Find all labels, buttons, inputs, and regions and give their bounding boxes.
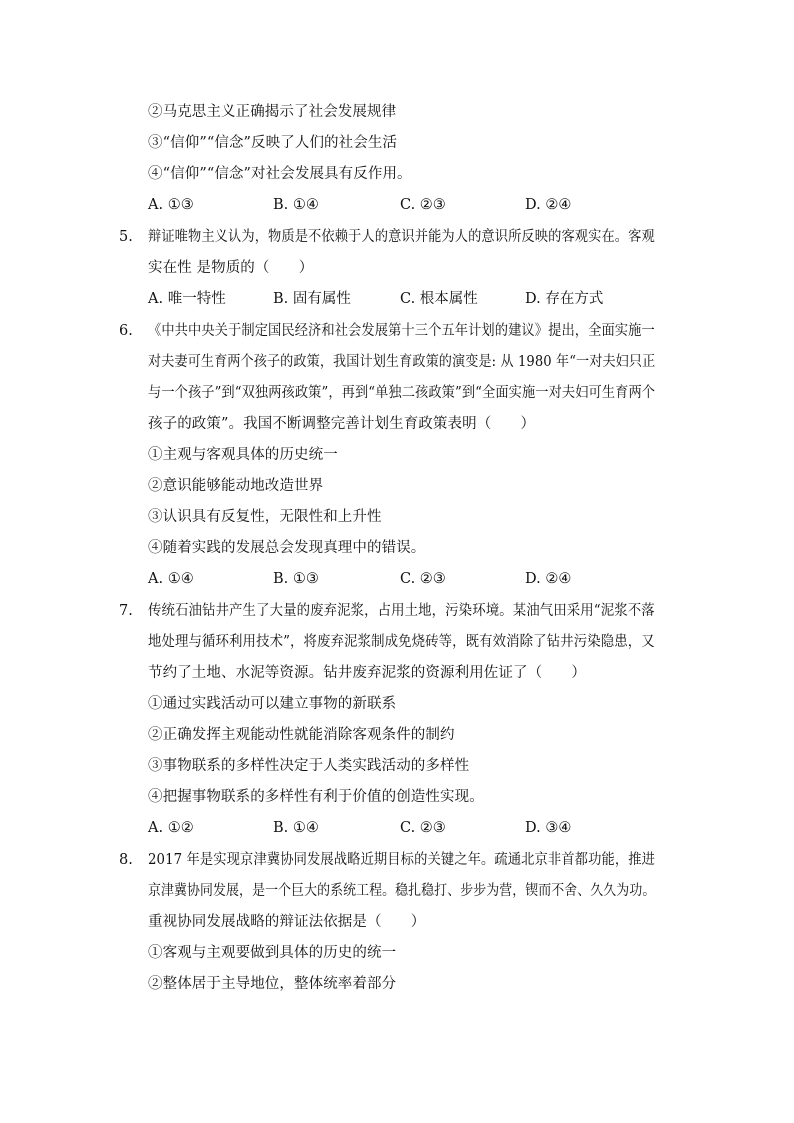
q6-choice-d: D. ②④ [525,571,572,587]
q7-statement-4: ④把握事物联系的多样性有利于价值的创造性实现。 [148,789,484,805]
q4-choices [148,195,648,215]
q5-stem-line-2: 实在性 是物质的（ ） [148,260,314,276]
q7-choice-b: B. ①④ [273,820,319,836]
q8-number: 8. [119,852,133,868]
q8-stem-line-3: 重视协同发展战略的辩证法依据是（ ） [148,914,426,930]
q7-choices [148,818,648,838]
q7-choice-a: A. ①② [148,820,194,836]
q6-statement-3: ③认识具有反复性，无限性和上升性 [148,509,382,525]
q4-choice-c: C. ②③ [400,197,446,213]
q5-choice-b: B. 固有属性 [273,291,351,307]
q6-number: 6. [119,323,133,339]
q7-statement-1: ①通过实践活动可以建立事物的新联系 [148,696,397,712]
q6-stem-line-4: 孩子的政策”。我国不断调整完善计划生育政策表明（ ） [148,416,536,432]
q5-stem-line-1: 辩证唯物主义认为，物质是不依赖于人的意识并能为人的意识所反映的客观实在。客观 [148,229,655,245]
q6-choice-c: C. ②③ [400,571,446,587]
q6-statement-2: ②意识能够能动地改造世界 [148,478,324,494]
q7-stem-line-2: 地处理与循环利用技术”，将废弃泥浆制成免烧砖等，既有效消除了钻井污染隐患，又 [148,634,655,650]
q4-statement-3: ③“信仰”“信念”反映了人们的社会生活 [148,135,398,151]
q4-choice-b: B. ①④ [273,197,319,213]
q7-statement-3: ③事物联系的多样性决定于人类实践活动的多样性 [148,758,470,774]
q4-statement-4: ④“信仰”“信念”对社会发展具有反作用。 [148,166,412,182]
q7-number: 7. [119,603,133,619]
q5-choice-c: C. 根本属性 [400,291,478,307]
q7-stem-line-1: 传统石油钻井产生了大量的废弃泥浆，占用土地，污染环境。某油气田采用“泥浆不落 [148,603,655,619]
q6-choices [148,569,648,589]
q6-choice-b: B. ①③ [273,571,319,587]
q8-stem-line-1: 2017 年是实现京津冀协同发展战略近期目标的关键之年。疏通北京非首都功能，推进 [148,852,656,868]
q7-stem-line-3: 节约了土地、水泥等资源。钻井废弃泥浆的资源利用佐证了（ ） [148,665,586,681]
q5-choices [148,289,648,309]
q8-statement-1: ①客观与主观要做到具体的历史的统一 [148,945,397,961]
q7-statement-2: ②正确发挥主观能动性就能消除客观条件的制约 [148,727,455,743]
q6-stem-line-1: 《中共中央关于制定国民经济和社会发展第十三个五年计划的建议》提出，全面实施一 [148,323,655,339]
q4-choice-a: A. ①③ [148,197,194,213]
q6-stem-line-3: 与一个孩子”到“双独两孩政策”，再到“单独二孩政策”到“全面实施一对夫妇可生育两个 [148,385,656,401]
q6-statement-1: ①主观与客观具体的历史统一 [148,447,338,463]
q8-stem-line-2: 京津冀协同发展，是一个巨大的系统工程。稳扎稳打、步步为营，锲而不舍、久久为功。 [148,883,656,899]
q7-choice-c: C. ②③ [400,820,446,836]
q5-number: 5. [119,229,133,245]
q4-statement-2: ②马克思主义正确揭示了社会发展规律 [148,104,397,120]
q7-choice-d: D. ③④ [525,820,572,836]
q5-choice-d: D. 存在方式 [525,291,604,307]
q8-statement-2: ②整体居于主导地位，整体统率着部分 [148,976,397,992]
q5-choice-a: A. 唯一特性 [148,291,226,307]
q4-choice-d: D. ②④ [525,197,572,213]
q6-stem-line-2: 对夫妻可生育两个孩子的政策，我国计划生育政策的演变是: 从 1980 年“一对夫妇只正 [148,354,656,370]
q6-choice-a: A. ①④ [148,571,194,587]
q6-statement-4: ④随着实践的发展总会发现真理中的错误。 [148,540,426,556]
